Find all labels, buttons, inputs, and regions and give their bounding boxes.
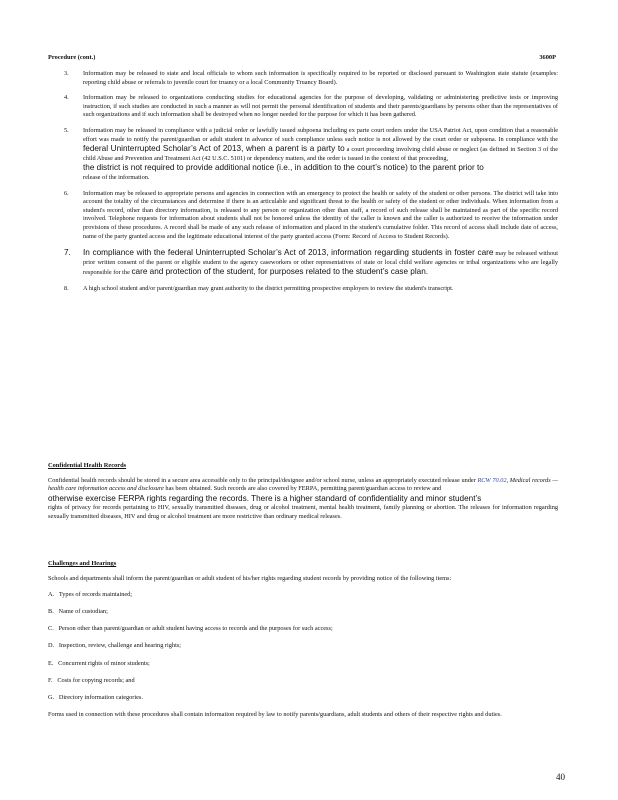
- list-text: Concurrent rights of minor students;: [58, 659, 150, 667]
- list-text: Costs for copying records; and: [57, 676, 135, 684]
- list-letter: D.: [48, 642, 55, 650]
- item-number: 5.: [64, 126, 69, 134]
- list-item: [48, 642, 558, 651]
- item-number: 6.: [64, 189, 69, 197]
- list-item: [48, 694, 558, 703]
- list-letter: A.: [48, 591, 55, 599]
- item-number: 7.: [64, 248, 71, 258]
- list-item: [48, 248, 558, 278]
- page-header: [48, 54, 556, 63]
- confidential-health-section: [48, 462, 558, 522]
- section-text-part: , Medical records — health care information access and disclosure: [48, 476, 558, 493]
- section-text-part: Confidential health records should be stored in a secure area accessible only to the principal/designee and/or school nurse, unless an appropriately executed release under: [48, 476, 476, 484]
- item-number: 4.: [64, 94, 69, 102]
- item-text-part: release of the information.: [83, 173, 150, 181]
- section-text-part: rights of privacy for records pertaining to HIV, sexually transmitted diseases, drug or alcohol treatment, mental health treatment, family planning or abortion. The releases for information regarding sexually transmitted diseases, HIV and drug or alcohol treatment are more restrictive than ordinary medical releases.: [48, 504, 558, 520]
- list-letter: B.: [48, 608, 54, 616]
- list-text: Name of custodian;: [58, 608, 108, 616]
- list-item: [48, 660, 558, 669]
- revised-text: the district is not required to provide additional notice (i.e., in addition to the court’s notice) to the parent prior to: [83, 163, 484, 173]
- list-item: [48, 625, 558, 634]
- list-item: [48, 677, 558, 686]
- section-heading: Challenges and Hearings: [48, 560, 117, 567]
- list-item: [48, 591, 558, 600]
- policy-number: 3600P: [539, 54, 556, 61]
- item-text-part: may be released without prior written consent of the parent or eligible student to the agency caseworkers or other representatives of state or local child welfare agencies or tribal organizations who are legally responsible for the: [83, 250, 559, 277]
- section-text: Schools and departments shall inform the parent/guardian or adult student of his/her rights regarding student records by providing notice of the following items:: [48, 574, 452, 582]
- item-number: 3.: [64, 70, 69, 77]
- rcw-link[interactable]: RCW 70.02: [477, 476, 507, 484]
- section-text: [48, 477, 558, 522]
- section-heading: Confidential Health Records: [48, 462, 127, 469]
- item-text: Information may be released to appropriate persons and agencies in connection with an emergency to protect the health or safety of the student or other persons. The district will take into account the totality of the circumstances and determine if there is an articulable and significant threat to the health or safety of the student or other individuals. When information from a student's record, other than directory information, is released to any person or organization other than staff, a record of such release shall be maintained as part of the specific record involved. Telephone requests for information about students shall not be honored unless the identity of the caller is known and the caller is authorized to receive the information under provisions of these procedures. A record shall be made of any such release of information and placed in the student's cumulative folder. This record of access shall include date of access, name of the party granted access and the legitimate educational interest of the party granted access (Form: Record of Access to Student Records).: [83, 189, 558, 240]
- item-text: Information may be released to state and local officials to whom such information is specifically required to be reported or disclosed pursuant to Washington state statute (examples: reporting child abuse or referrals to juvenile court for truancy or a local Community Truancy Board).: [83, 70, 558, 86]
- list-text: Inspection, review, challenge and hearing rights;: [58, 642, 182, 650]
- item-text: A high school student and/or parent/guardian may grant authority to the district permitting prospective employers to review the student's transcript.: [83, 284, 454, 292]
- procedure-items: [48, 70, 558, 300]
- revised-text: In compliance with the federal Uninterrupted Scholar’s Act of 2013, information regarding students in foster care: [83, 248, 494, 258]
- item-text: Information may be released to organizations conducting studies for educational agencies for the purpose of developing, validating or administering predictive tests or improving instruction, if such studies are conducted in such a manner as will not permit the personal identification of students and their parents/guardians by persons other than the representatives of such organizations and if such information shall be destroyed when no longer needed for the purpose for which it has been gathered.: [83, 94, 558, 119]
- revised-text: otherwise exercise FERPA rights regarding the records. There is a higher standard of confidentiality and minor student’s: [48, 493, 482, 503]
- list-letter: C.: [48, 625, 54, 633]
- item-text: [83, 127, 558, 183]
- list-letter: G.: [48, 693, 55, 701]
- item-number: 8.: [64, 284, 69, 292]
- list-item: [48, 127, 558, 183]
- item-text-part: Information may be released in compliance with a judicial order or lawfully issued subpoena including ex parte court orders under the USA Patriot Act, upon condition that a reasonable effort was made to notify the parent/guardian or adult student in advance of such compliance unless such notice is not allowed by the court order or subpoena. In compliance with the: [83, 126, 558, 143]
- revised-text: federal Uninterrupted Scholar’s Act of 2013, when a parent is a party to: [83, 144, 345, 154]
- list-item: [48, 70, 558, 87]
- list-letter: E.: [48, 659, 54, 667]
- section-text: Forms used in connection with these procedures shall contain information required by law to notify parents/guardians, adult students and others of their respective rights and duties.: [48, 710, 502, 718]
- section-text-part: has been obtained. Such records are also covered by FERPA, permitting parent/guardian access to review and: [165, 485, 442, 493]
- list-letter: F.: [48, 676, 53, 684]
- list-item: [48, 94, 558, 120]
- list-item: [48, 285, 558, 294]
- procedure-title: Procedure (cont.): [48, 54, 96, 61]
- item-text: [83, 248, 558, 278]
- list-text: Person other than parent/guardian or adult student having access to records and the purposes for such access;: [58, 625, 333, 633]
- page-number: 40: [556, 772, 565, 782]
- challenges-section: [48, 560, 558, 719]
- list-item: [48, 608, 558, 617]
- revised-text: care and protection of the student, for purposes related to the student’s case plan.: [131, 267, 429, 277]
- list-text: Types of records maintained;: [58, 591, 133, 599]
- list-item: [48, 190, 558, 242]
- list-text: Directory information categories.: [58, 693, 143, 701]
- item-text-part: a court proceeding involving child abuse or neglect (as defined in Section 3 of the child Abuse and Prevention and Treatment Act (42 U.S.C. 5101) or dependency matters, and the order is issued in the context of that proceeding,: [83, 146, 558, 162]
